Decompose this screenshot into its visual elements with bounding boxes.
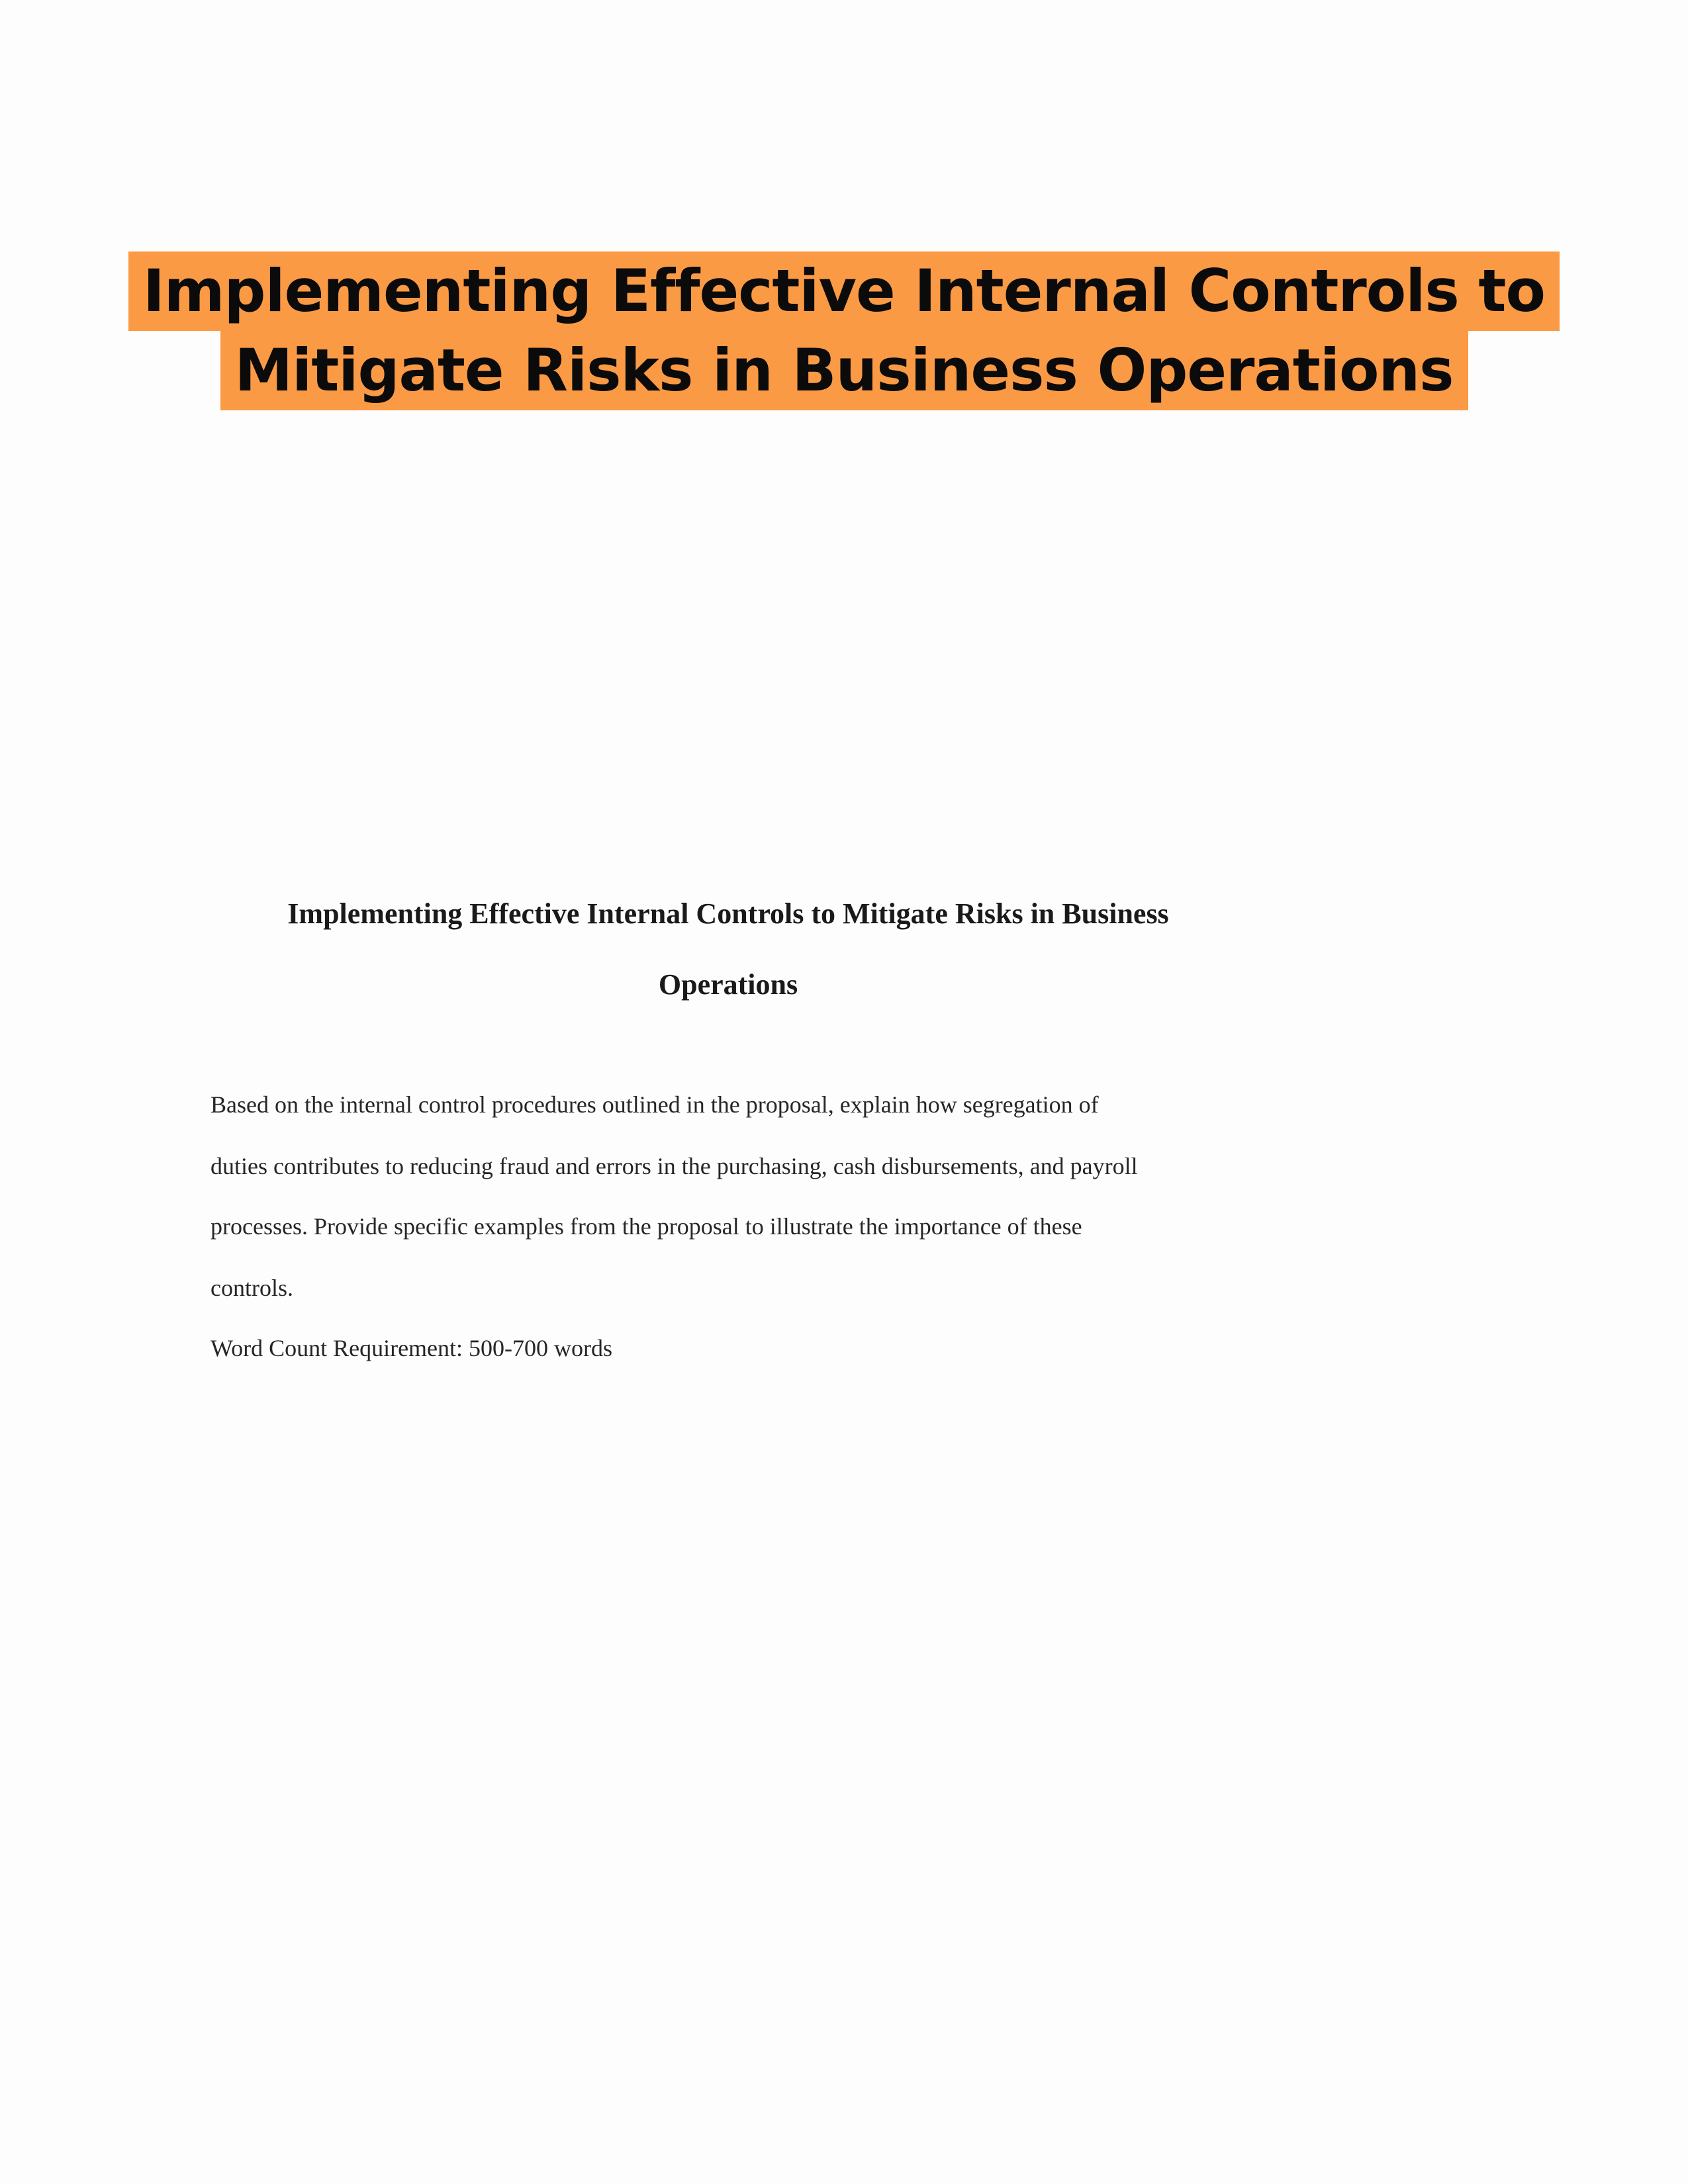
document-title-line-2: Operations	[658, 968, 798, 1001]
banner-title-line-2: Mitigate Risks in Business Operations	[220, 331, 1468, 410]
paragraph-line-1: Based on the internal control procedures outlined in the proposal, explain how segregation of	[211, 1091, 1099, 1118]
word-count-requirement: Word Count Requirement: 500-700 words	[211, 1335, 613, 1361]
paragraph-line-3: processes. Provide specific examples from the proposal to illustrate the importance of these	[211, 1213, 1082, 1240]
paragraph-line-4: controls.	[211, 1275, 293, 1301]
document-title-line-1: Implementing Effective Internal Controls to Mitigate Risks in Business	[287, 897, 1169, 930]
banner-title-line-1: Implementing Effective Internal Controls to	[128, 251, 1560, 331]
paragraph-line-2: duties contributes to reducing fraud and errors in the purchasing, cash disbursements, and payroll	[211, 1153, 1138, 1179]
title-banner	[0, 251, 1688, 410]
